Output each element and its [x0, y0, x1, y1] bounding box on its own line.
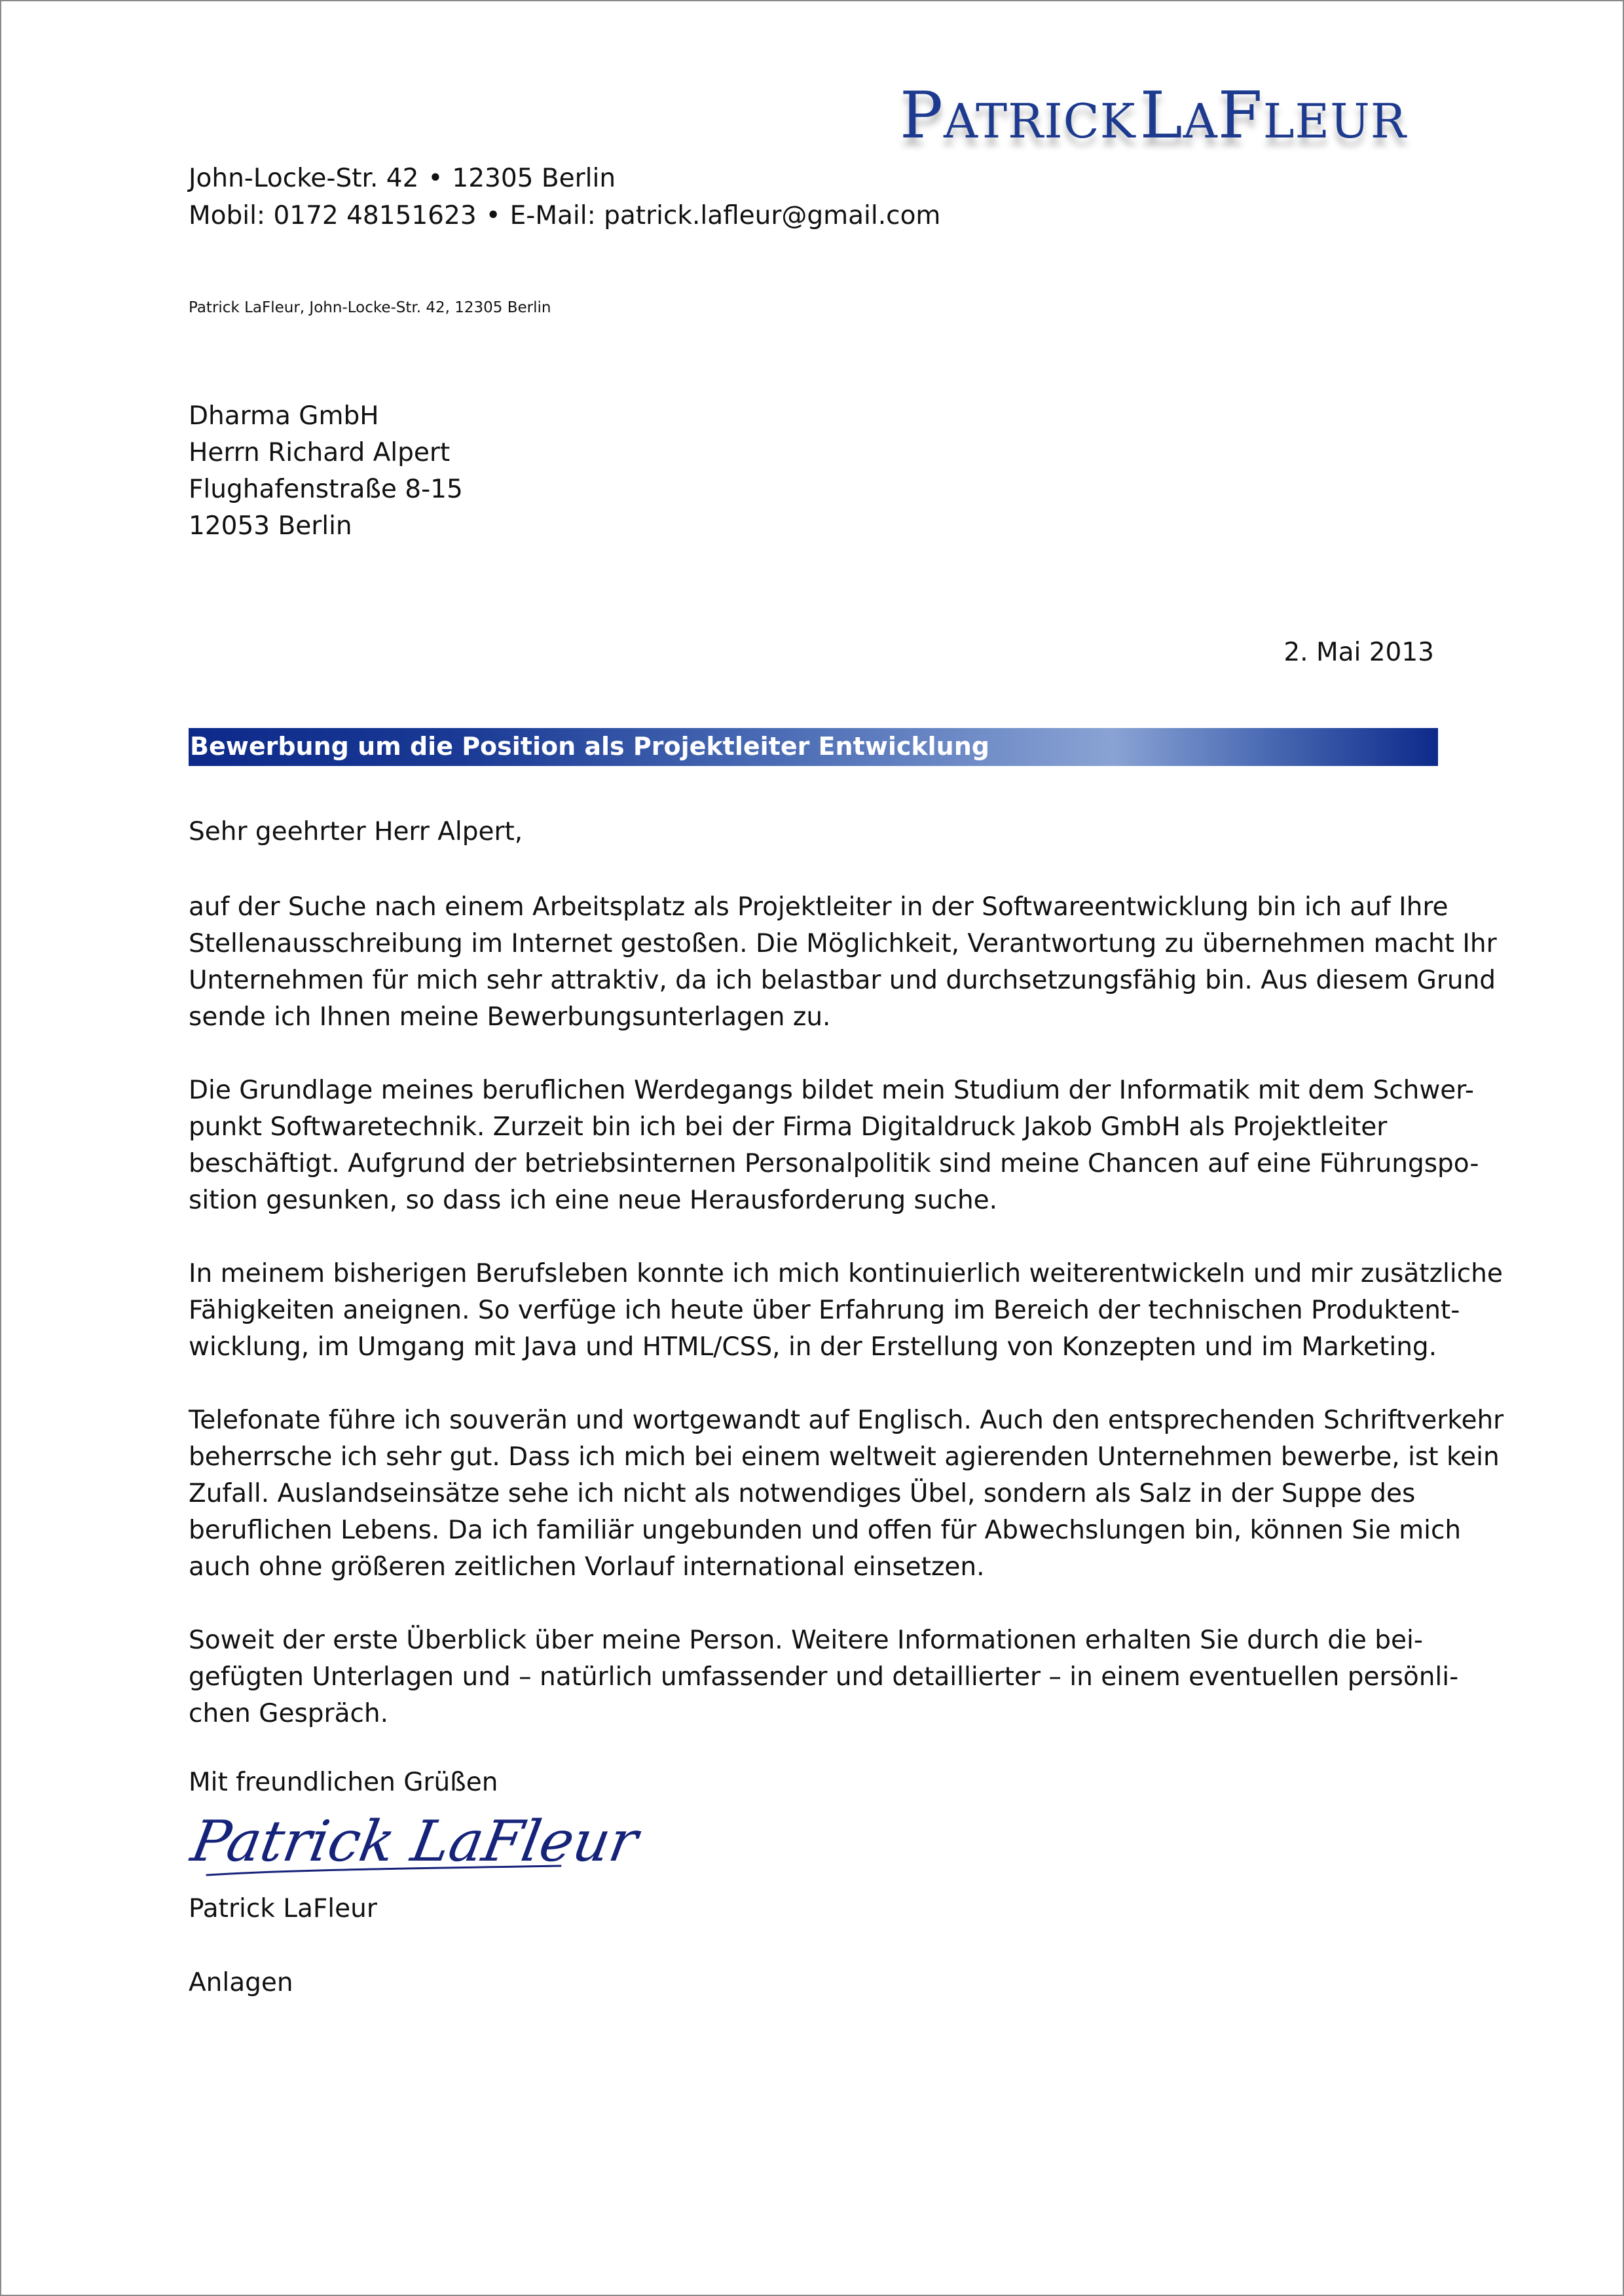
letter-date: 2. Mai 2013 — [1283, 638, 1434, 667]
recipient-block — [189, 398, 463, 545]
body-line: Zufall. Auslandseinsätze sehe ich nicht als notwendiges Übel, sondern als Salz in der Suppe des — [189, 1479, 1416, 1508]
sender-block — [189, 160, 940, 234]
body-line: auf der Suche nach einem Arbeitsplatz als Projektleiter in der Softwareentwicklung bin ich auf Ihre — [189, 892, 1449, 922]
letterhead-text: LEUR — [1263, 94, 1407, 149]
body-line: Unternehmen für mich sehr attraktiv, da ich belastbar und durchsetzungsfähig bin. Aus diesem Grund — [189, 966, 1496, 995]
body-line: Fähigkeiten aneignen. So verfüge ich heute über Erfahrung im Bereich der technischen Produktent- — [189, 1296, 1460, 1325]
return-address-line: Patrick LaFleur, John-Locke-Str. 42, 12305 Berlin — [189, 299, 551, 316]
letter-body — [189, 889, 1504, 1769]
body-line: beschäftigt. Aufgrund der betriebsinternen Personalpolitik sind meine Chancen auf eine Führungspo- — [189, 1149, 1479, 1178]
body-line: punkt Softwaretechnik. Zurzeit bin ich bei der Firma Digitaldruck Jakob GmbH als Projektleiter — [189, 1112, 1388, 1142]
body-paragraph — [189, 889, 1497, 1036]
printed-name: Patrick LaFleur — [189, 1894, 377, 1923]
sender-phone: Mobil: 0172 48151623 — [189, 201, 477, 230]
body-line: Telefonate führe ich souverän und wortgewandt auf Englisch. Auch den entsprechenden Schriftverkehr — [189, 1406, 1504, 1435]
recipient-person: Herrn Richard Alpert — [189, 438, 451, 467]
signature-text: Patrick LaFleur — [186, 1809, 643, 1874]
letterhead-text: ATRICK — [943, 94, 1136, 149]
body-paragraph — [189, 1622, 1459, 1732]
separator-bullet: • — [428, 164, 443, 193]
subject-line: Bewerbung um die Position als Projektleiter Entwicklung — [190, 732, 989, 761]
sender-contact-line — [189, 197, 940, 234]
sender-street: John-Locke-Str. 42 — [189, 164, 419, 193]
body-paragraph — [189, 1402, 1504, 1586]
body-paragraph — [189, 1256, 1503, 1366]
body-line: auch ohne größeren zeitlichen Vorlauf international einsetzen. — [189, 1552, 985, 1582]
body-line: Die Grundlage meines beruflichen Werdegangs bildet mein Studium der Informatik mit dem Schwer- — [189, 1076, 1474, 1105]
letterhead-initial: P — [899, 79, 944, 153]
body-line: sende ich Ihnen meine Bewerbungsunterlagen zu. — [189, 1002, 831, 1032]
sender-email[interactable]: E-Mail: patrick.lafleur@gmail.com — [509, 201, 941, 230]
sender-city: 12305 Berlin — [452, 164, 616, 193]
body-line: Stellenausschreibung im Internet gestoßen. Die Möglichkeit, Verantwortung zu übernehmen macht Ihr — [189, 929, 1497, 958]
recipient-city: 12053 Berlin — [189, 511, 352, 541]
body-line: wicklung, im Umgang mit Java und HTML/CSS, in der Erstellung von Konzepten und im Marketing. — [189, 1332, 1437, 1362]
letterhead-text: A — [1183, 94, 1218, 149]
body-line: Soweit der erste Überblick über meine Person. Weitere Informationen erhalten Sie durch die bei- — [189, 1626, 1423, 1655]
body-line: beruflichen Lebens. Da ich familiär ungebunden und offen für Abwechslungen bin, können Sie mich — [189, 1516, 1462, 1545]
body-line: In meinem bisherigen Berufsleben konnte ich mich kontinuierlich weiterentwickeln und mir zusätzliche — [189, 1259, 1503, 1288]
sender-address-line — [189, 160, 940, 197]
body-line: chen Gespräch. — [189, 1699, 389, 1728]
letterhead-name — [900, 79, 1407, 153]
body-line: gefügten Unterlagen und – natürlich umfassender und detaillierter – in einem eventuellen persönli- — [189, 1662, 1459, 1692]
enclosures-note: Anlagen — [189, 1968, 293, 1997]
recipient-street: Flughafenstraße 8-15 — [189, 475, 463, 504]
body-line: sition gesunken, so dass ich eine neue Herausforderung suche. — [189, 1186, 998, 1215]
handwritten-signature — [186, 1803, 643, 1895]
body-paragraph — [189, 1072, 1479, 1219]
closing: Mit freundlichen Grüßen — [189, 1768, 498, 1797]
letterhead-initial: F — [1217, 79, 1263, 153]
subject-bar — [189, 728, 1438, 766]
letterhead-initial: L — [1139, 79, 1183, 153]
separator-bullet: • — [485, 201, 501, 230]
body-line: beherrsche ich sehr gut. Dass ich mich bei einem weltweit agierenden Unternehmen bewerbe, ist kein — [189, 1442, 1500, 1472]
salutation: Sehr geehrter Herr Alpert, — [189, 817, 523, 847]
recipient-company: Dharma GmbH — [189, 401, 379, 431]
